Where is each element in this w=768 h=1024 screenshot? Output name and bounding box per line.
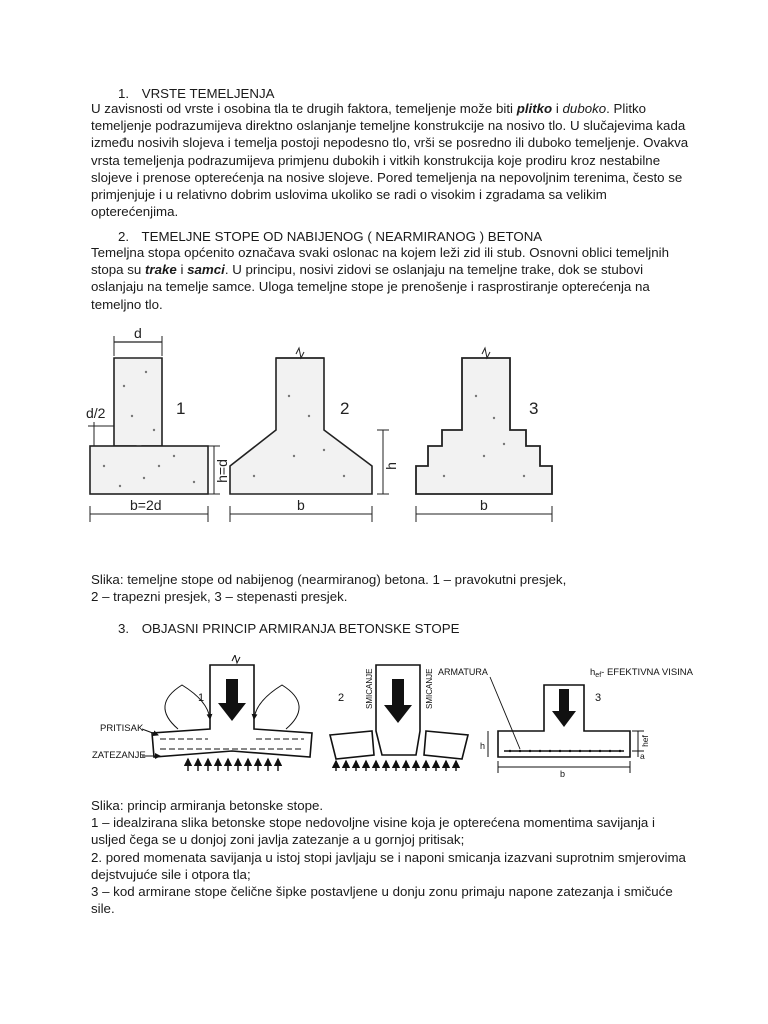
- dim-hd-label: h=d: [214, 459, 230, 483]
- dim-b2d-label: b=2d: [130, 497, 162, 513]
- trapezoidal-footing: [230, 348, 399, 522]
- figure-number-3: 3: [595, 692, 602, 704]
- text-run: Temeljna stopa općenito označava svaki oslonac na kojem leži zid ili stub. Osnovni oblici temeljnih stopa su: [91, 245, 669, 278]
- figure-2-caption: [91, 797, 691, 917]
- caption-line: Slika: princip armiranja betonske stope.: [91, 798, 324, 813]
- section-number: 2.: [118, 229, 130, 244]
- caption-line: 1 – idealzirana slika betonske stope nedovoljne visine koja je opterećena momentima savijanja i usljed čega se u donjoj zoni javlja zatezanje a u gornjoj pritisak;: [91, 815, 655, 848]
- figure-number-2: 2: [340, 399, 350, 418]
- stepped-footing: [416, 348, 552, 522]
- text-run: i: [552, 101, 563, 116]
- dim-h-label: h: [383, 462, 399, 470]
- figure-number-2: 2: [338, 692, 345, 704]
- section-title: VRSTE TEMELJENJA: [141, 86, 275, 101]
- shear-panel: [330, 665, 468, 771]
- reinforced-panel: [438, 667, 694, 779]
- text-run: . U principu, nosivi zidovi se oslanjaju na temeljne trake, dok se stubovi oslanjaju na temelje samce. Uloga temeljne stope je prenošenje i rasprostiranje opterećenja na temeljno tlo.: [91, 262, 650, 312]
- figure-number-3: 3: [529, 399, 539, 418]
- pritisak-label: PRITISAK: [100, 723, 144, 734]
- section-title: TEMELJNE STOPE OD NABIJENOG ( NEARMIRANOG ) BETONA: [141, 229, 543, 244]
- figure-1-caption: [91, 571, 691, 605]
- caption-line: 3 – kod armirane stope čelične šipke postavljene u donju zonu primaju napone zatezanja i smičuće sile.: [91, 884, 673, 917]
- zatezanje-label: ZATEZANJE: [92, 750, 146, 761]
- dim-hef-label: hef: [640, 735, 650, 747]
- smicanje-label-right: SMICANJE: [425, 668, 434, 709]
- caption-line: Slika: temeljne stope od nabijenog (nearmiranog) betona. 1 – pravokutni presjek,: [91, 572, 567, 587]
- rectangular-footing: [86, 326, 230, 522]
- hef-label: $h_{ef}-$ EFEKTIVNA VISINA: [590, 667, 693, 679]
- dim-b-label: b: [297, 497, 305, 513]
- dim-a-label: a: [640, 751, 645, 761]
- dim-b-label: b: [480, 497, 488, 513]
- dim-h-label: h: [480, 741, 486, 751]
- armatura-label: ARMATURA: [438, 667, 488, 677]
- text-run: . Plitko temeljenje podrazumijeva direktno oslanjanje temeljne konstrukcije na nosivo tlo. U slučajevima kada između nosivih slojeva i temelja postoji nepodesno tlo, vrši se posredno ili duboko temeljenje. Ovakva vrsta temeljenja podrazumijeva primjenu dubokih i vitkih konstrukcija koje prodiru kroz nestabilne slojeve i prenose opterećenja na nosive slojeve. Pored temeljenja na nepovoljnim terenima, često se primjenjuje i u relativno dobrim uslovima ukoliko se radi o visokim i zgradama sa velikim opterećenjima.: [91, 101, 689, 220]
- section-1-paragraph: [91, 100, 691, 220]
- caption-line: 2. pored momenata savijanja u istoj stopi javljaju se i naponi smicanja izazvani suprotnim smjerovima dejstvujuće sile i otpora tla;: [91, 849, 686, 882]
- section-2-paragraph: [91, 244, 691, 313]
- term-samci: samci: [187, 262, 225, 278]
- unreinforced-footings-figure: [84, 326, 684, 526]
- section-title: OBJASNI PRINCIP ARMIRANJA BETONSKE STOPE: [141, 621, 460, 636]
- smicanje-label-left: SMICANJE: [365, 668, 374, 709]
- text-run: U zavisnosti od vrste i osobina tla te drugih faktora, temeljenje može biti: [91, 101, 517, 116]
- section-number: 3.: [118, 621, 130, 636]
- text-run: i: [176, 262, 188, 278]
- dim-d-label: d: [134, 326, 142, 341]
- term-trake: trake: [144, 262, 177, 278]
- bending-panel: [92, 655, 312, 771]
- figure-number-1: 1: [198, 692, 205, 704]
- section-number: 1.: [118, 86, 130, 101]
- term-duboko: duboko: [562, 101, 607, 116]
- dim-b-label: b: [560, 769, 566, 779]
- term-plitko: plitko: [516, 101, 553, 116]
- dim-d2-label: d/2: [86, 405, 106, 421]
- caption-line: 2 – trapezni presjek, 3 – stepenasti presjek.: [91, 589, 348, 605]
- section-3-heading: [118, 620, 459, 637]
- figure-number-1: 1: [176, 399, 186, 418]
- section-2-heading: [118, 228, 542, 245]
- reinforcement-principle-figure: [90, 655, 702, 780]
